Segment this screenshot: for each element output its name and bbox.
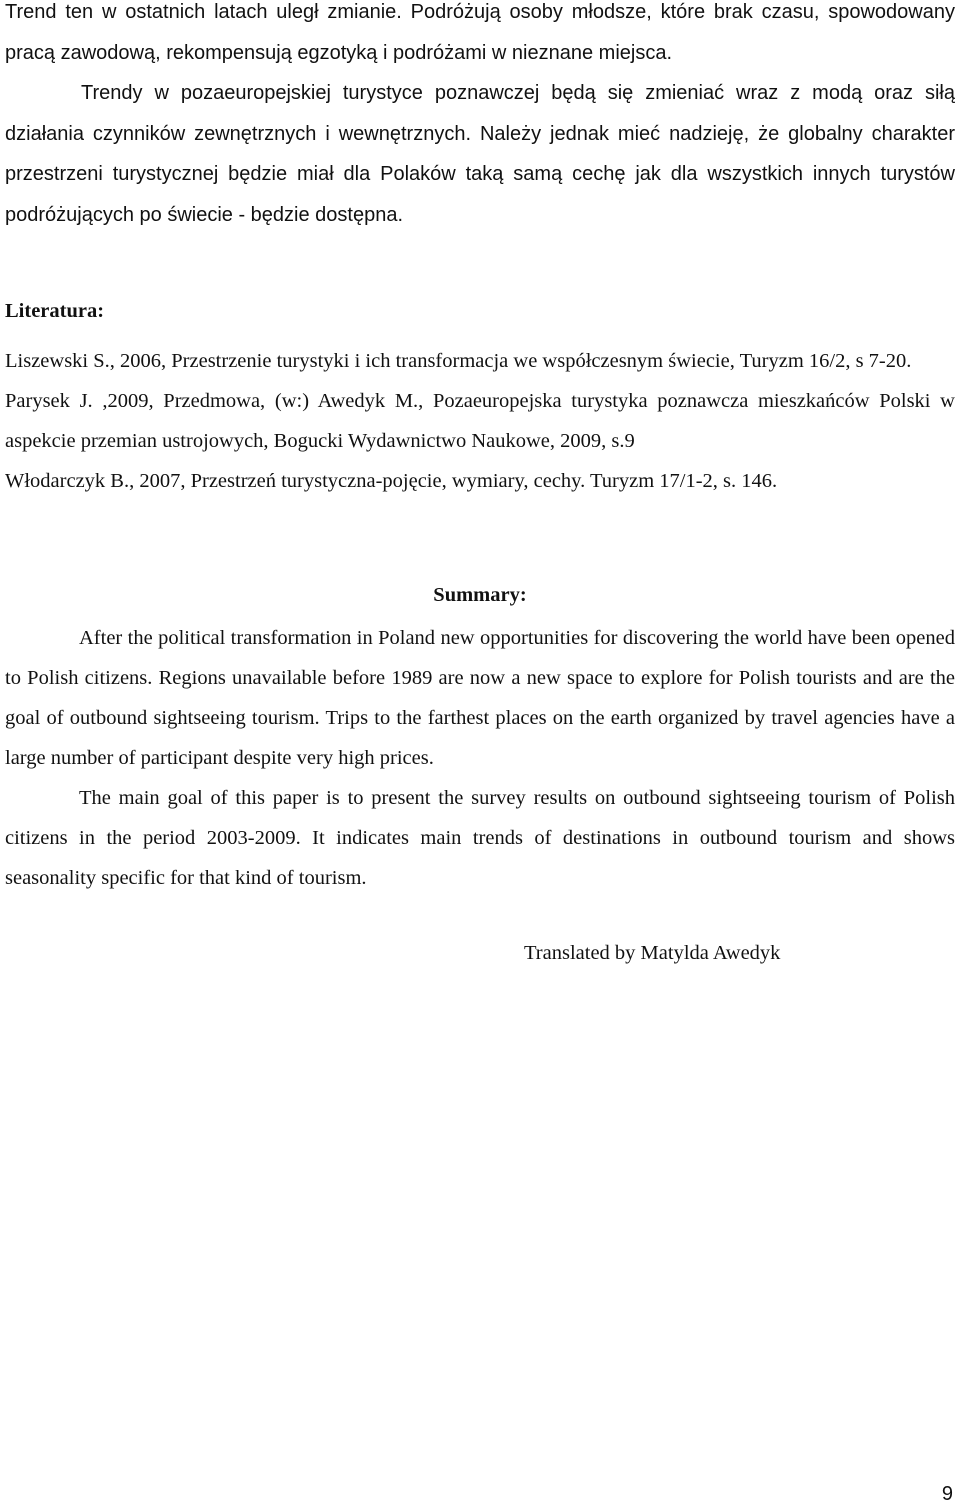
summary-paragraph-1: After the political transformation in Poland new opportunities for discovering the world have been opened to Polish citizens. Regions unavailable before 1989 are now a new space to explore for Polish tourists and are the goal of outbound sightseeing tourism. Trips to the farthest places on the earth organized by travel agencies have a large number of participant despite very high prices. [5,627,955,769]
intro-paragraph-2: Trendy w pozaeuropejskiej turystyce poznawczej będą się zmieniać wraz z modą oraz siłą działania czynników zewnętrznych i wewnętrznych. Należy jednak mieć nadzieję, że globalny charakter przestrzeni turystycznej będzie miał dla Polaków taką samą cechę jak dla wszystkich innych turystów podróżujących po świecie - będzie dostępna. [5,82,955,226]
reference-item: Włodarczyk B., 2007, Przestrzeń turystyczna-pojęcie, wymiary, cechy. Turyzm 17/1-2, s. 146. [5,470,778,492]
summary-text [5,618,955,898]
intro-text [5,0,955,235]
summary-heading: Summary: [433,584,527,606]
page-number: 9 [941,1483,953,1505]
intro-paragraph-1: Trend ten w ostatnich latach uległ zmianie. Podróżują osoby młodsze, które brak czasu, spowodowany pracą zawodową, rekompensują egzotyką i podróżami w nieznane miejsca. [5,1,955,64]
reference-list [5,341,955,501]
literature-heading: Literatura: [5,300,105,322]
summary-paragraph-2: The main goal of this paper is to present the survey results on outbound sightseeing tourism of Polish citizens in the period 2003-2009. It indicates main trends of destinations in outbound tourism and shows seasonality specific for that kind of tourism. [5,787,955,889]
reference-item: Parysek J. ,2009, Przedmowa, (w:) Awedyk M., Pozaeuropejska turystyka poznawcza mieszkańców Polski w aspekcie przemian ustrojowych, Bogucki Wydawnictwo Naukowe, 2009, s.9 [5,390,955,452]
translator-credit: Translated by Matylda Awedyk [524,942,781,964]
reference-item: Liszewski S., 2006, Przestrzenie turystyki i ich transformacja we współczesnym świecie, Turyzm 16/2, s 7-20. [5,350,912,372]
